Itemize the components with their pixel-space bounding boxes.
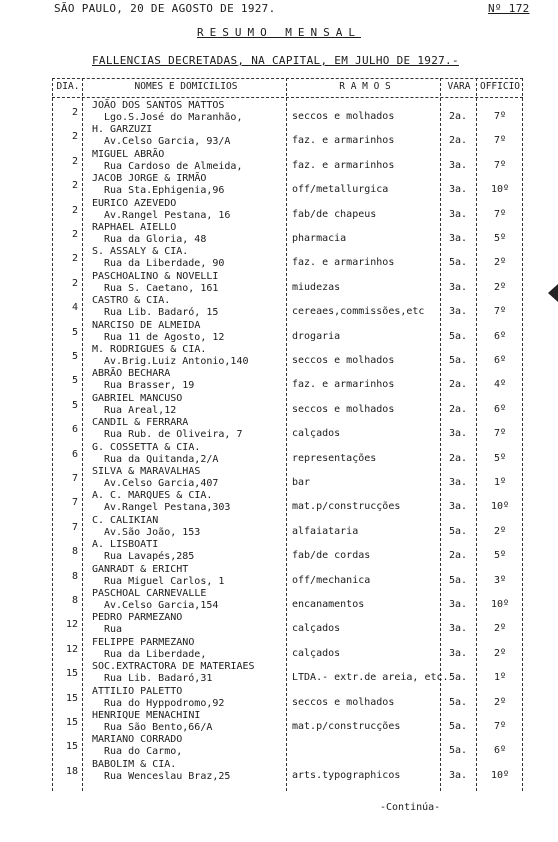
row-vara: 3a. [448,501,468,513]
row-officio: 6º [493,403,507,415]
row-name: MIGUEL ABRÃO [92,148,165,160]
row-officio: 7º [493,306,507,318]
row-day: 2 [71,180,78,192]
row-officio: 7º [493,159,507,171]
column-header-ramos: R A M O S [339,81,391,92]
row-address: Av.Celso Garcia,154 [104,600,219,611]
row-name: A. C. MARQUES & CIA. [92,490,213,502]
row-address: Rua Miguel Carlos, 1 [104,575,225,587]
column-divider-vara [476,78,477,791]
row-name: GABRIEL MANCUSO [92,392,183,404]
row-name: FELIPPE PARMEZANO [92,636,195,648]
row-officio: 2º [493,257,507,269]
row-vara: 2a. [448,452,468,464]
row-day: 5 [71,375,78,387]
page-title: RESUMO MENSAL [196,26,362,39]
row-officio: 10º [490,599,510,610]
row-address: Rua Lib. Badaró, 15 [104,307,219,319]
row-vara: 5a. [448,330,468,342]
row-ramo: faz. e armarinhos [292,159,395,171]
row-officio: 6º [493,745,507,757]
row-address: Rua 11 de Agosto, 12 [104,331,225,343]
row-address: Rua Sta.Ephigenia,96 [104,185,225,197]
row-vara: 3a. [448,428,468,440]
row-address: Rua S. Caetano, 161 [104,282,219,294]
row-day: 7 [71,473,78,484]
fallencias-table [52,78,523,791]
row-day: 2 [71,155,78,167]
row-officio: 1º [493,477,507,488]
row-ramo: calçados [292,647,341,659]
row-address: Rua Lavapés,285 [104,551,195,563]
row-name: S. ASSALY & CIA. [92,246,189,258]
row-officio: 1º [493,672,507,684]
row-officio: 10º [490,184,510,196]
row-officio: 7º [493,428,507,440]
row-officio: 10º [490,501,510,513]
row-officio: 2º [493,623,507,635]
row-ramo: pharmacia [292,233,347,244]
column-header-dia: DIA. [56,81,80,92]
row-day: 7 [71,521,78,533]
row-ramo: fab/de chapeus [292,208,377,220]
row-vara: 5a. [448,525,468,537]
row-name: ATTILIO PALETTO [92,685,183,697]
row-name: JOÃO DOS SANTOS MATTOS [92,100,225,111]
row-day: 2 [71,107,78,118]
row-address: Rua da Quitanda,2/A [104,453,219,465]
row-ramo: cereaes,commissões,etc [292,306,425,318]
row-name: CANDIL & FERRARA [92,417,189,429]
row-name: G. COSSETTA & CIA. [92,441,201,453]
row-name: C. CALIKIAN [92,514,159,526]
row-officio: 7º [493,111,507,122]
row-day: 6 [71,448,78,460]
row-name: JACOB JORGE & IRMÃO [92,173,207,185]
row-ramo: arts.typographicos [292,769,401,781]
row-address: Rua da Liberdade, [104,648,207,660]
row-vara: 2a. [448,379,468,391]
row-vara: 5a. [448,696,468,708]
row-day: 2 [71,204,78,216]
row-day: 6 [71,424,78,436]
row-ramo: bar [292,477,311,488]
row-ramo: mat.p/construcções [292,721,401,732]
row-day: 15 [65,741,78,753]
row-address: Lgo.S.José do Maranhão, [104,112,243,123]
row-ramo: encanamentos [292,599,365,610]
row-day: 12 [65,619,78,631]
column-divider-ramos [440,78,441,791]
row-vara: 3a. [448,159,468,171]
row-name: SILVA & MARAVALHAS [92,466,201,477]
row-ramo: faz. e armarinhos [292,135,395,147]
row-address: Rua do Hyppodromo,92 [104,697,225,709]
table-border-top [52,78,523,79]
row-address: Rua do Carmo, [104,746,183,758]
row-officio: 6º [493,355,507,366]
row-day: 5 [71,399,78,411]
row-day: 2 [71,131,78,143]
document-number: Nº 172 [488,2,530,15]
row-officio: 2º [493,696,507,708]
row-officio: 5º [493,452,507,464]
continues-note: -Continúa- [380,802,441,813]
row-officio: 5º [493,550,507,562]
row-name: PEDRO PARMEZANO [92,612,183,624]
row-officio: 7º [493,208,507,220]
row-vara: 5a. [448,574,468,586]
row-ramo: calçados [292,623,341,635]
row-day: 8 [71,546,78,558]
row-ramo: seccos e molhados [292,111,395,122]
row-address: Rua Wenceslau Braz,25 [104,770,231,782]
row-name: PASCHOAL CARNEVALLE [92,588,207,599]
row-day: 7 [71,497,78,509]
row-address: Av.Celso Garcia,407 [104,478,219,489]
row-address: Rua Areal,12 [104,404,177,416]
row-address: Av.Rangel Pestana,303 [104,502,231,514]
row-officio: 7º [493,135,507,147]
row-day: 8 [71,570,78,582]
row-officio: 2º [493,525,507,537]
row-ramo: seccos e molhados [292,355,395,366]
row-vara: 2a. [448,111,468,122]
row-vara: 3a. [448,233,468,244]
row-ramo: off/metallurgica [292,184,389,196]
row-ramo: seccos e molhados [292,696,395,708]
row-name: NARCISO DE ALMEIDA [92,319,201,331]
row-address: Rua São Bento,66/A [104,722,213,733]
row-officio: 3º [493,574,507,586]
row-ramo: seccos e molhados [292,403,395,415]
column-header-nomes: NOMES E DOMICILIOS [134,81,238,92]
row-name: PASCHOALINO & NOVELLI [92,270,219,282]
row-address: Av.Rangel Pestana, 16 [104,209,231,221]
row-ramo: faz. e armarinhos [292,379,395,391]
row-address: Rua [104,624,123,636]
row-vara: 3a. [448,184,468,196]
row-address: Av.Celso Garcia, 93/A [104,136,231,148]
row-vara: 5a. [448,257,468,269]
row-name: GANRADT & ERICHT [92,563,189,575]
row-vara: 3a. [448,281,468,293]
row-name: BABOLIM & CIA. [92,758,177,770]
row-vara: 3a. [448,599,468,610]
row-vara: 5a. [448,355,468,366]
row-vara: 5a. [448,745,468,757]
row-ramo: calçados [292,428,341,440]
row-vara: 3a. [448,477,468,488]
row-name: M. RODRIGUES & CIA. [92,344,207,355]
row-address: Rua da Liberdade, 90 [104,258,225,270]
row-vara: 5a. [448,721,468,732]
row-officio: 10º [490,769,510,781]
row-vara: 3a. [448,623,468,635]
row-vara: 2a. [448,403,468,415]
row-day: 15 [65,668,78,680]
row-day: 8 [71,595,78,606]
column-divider-nomes [286,78,287,791]
row-day: 12 [65,643,78,655]
row-officio: 5º [493,233,507,244]
row-ramo: faz. e armarinhos [292,257,395,269]
row-ramo: fab/de cordas [292,550,371,562]
row-ramo: LTDA.- extr.de areia, etc. [292,672,449,684]
row-vara: 2a. [448,550,468,562]
column-divider-dia [82,78,83,791]
row-day: 2 [71,229,78,240]
page-subtitle: FALLENCIAS DECRETADAS, NA CAPITAL, EM JULHO DE 1927.- [92,54,459,67]
row-name: HENRIQUE MENACHINI [92,710,201,721]
row-day: 18 [65,765,78,777]
row-ramo: mat.p/construcções [292,501,401,513]
row-vara: 5a. [448,672,468,684]
row-vara: 2a. [448,135,468,147]
row-vara: 3a. [448,647,468,659]
row-vara: 3a. [448,306,468,318]
row-name: MARIANO CORRADO [92,734,183,746]
row-officio: 2º [493,647,507,659]
row-name: EURICO AZEVEDO [92,197,177,209]
row-ramo: alfaiataria [292,525,359,537]
row-ramo: drogaria [292,330,341,342]
row-day: 2 [71,277,78,289]
column-header-vara: VARA [447,81,471,92]
row-address: Av.São João, 153 [104,526,201,538]
row-name: ABRÃO BECHARA [92,368,171,380]
row-name: A. LISBOATI [92,539,159,551]
row-day: 15 [65,717,78,728]
row-address: Rua Cardoso de Almeida, [104,160,243,172]
row-vara: 3a. [448,769,468,781]
row-address: Rua Lib. Badaró,31 [104,673,213,685]
table-border-right [522,78,523,791]
row-name: CASTRO & CIA. [92,295,171,307]
row-day: 5 [71,351,78,362]
row-name: H. GARZUZI [92,124,153,136]
row-ramo: miudezas [292,281,341,293]
punch-hole-mark [548,284,558,302]
row-ramo: off/mechanica [292,574,371,586]
row-ramo: representações [292,452,377,464]
header-divider [52,97,523,98]
row-vara: 3a. [448,208,468,220]
dateline: SÃO PAULO, 20 DE AGOSTO DE 1927. [54,2,276,15]
row-address: Rua Rub. de Oliveira, 7 [104,429,243,441]
row-day: 2 [71,253,78,265]
column-header-officio: OFFICIO [479,81,521,92]
row-address: Rua da Gloria, 48 [104,234,207,245]
row-day: 4 [71,302,78,314]
row-day: 15 [65,692,78,704]
row-officio: 4º [493,379,507,391]
row-officio: 7º [493,721,507,732]
row-name: RAPHAEL AIELLO [92,222,177,233]
row-day: 5 [71,326,78,338]
row-address: Rua Brasser, 19 [104,380,195,392]
row-officio: 6º [493,330,507,342]
row-address: Av.Brig.Luiz Antonio,140 [104,356,249,367]
row-officio: 2º [493,281,507,293]
row-name: SOC.EXTRACTORA DE MATERIAES [92,661,255,673]
